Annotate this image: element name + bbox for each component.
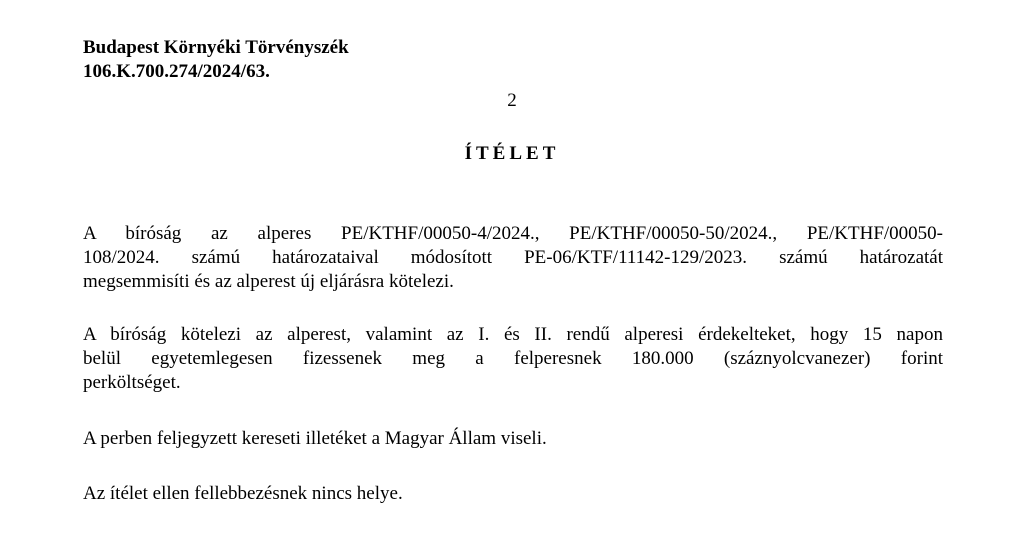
paragraph-line: megsemmisíti és az alperest új eljárásra kötelezi.	[83, 271, 454, 292]
court-name: Budapest Környéki Törvényszék	[83, 37, 349, 58]
paragraph-line: A bíróság az alperes PE/KTHF/00050-4/2024., PE/KTHF/00050-50/2024., PE/KTHF/00050-	[83, 223, 943, 244]
paragraph-line: Az ítélet ellen fellebbezésnek nincs helye.	[83, 483, 403, 504]
case-number: 106.K.700.274/2024/63.	[83, 61, 270, 82]
page-number: 2	[507, 90, 517, 111]
paragraph-costs	[83, 323, 943, 395]
paragraph-line: belül egyetemlegesen fizessenek meg a felperesnek 180.000 (száznyolcvanezer) forint	[83, 348, 943, 369]
paragraph-line: A perben feljegyzett kereseti illetéket a Magyar Állam viseli.	[83, 428, 547, 449]
paragraph-fee	[83, 427, 943, 451]
paragraph-line: perköltséget.	[83, 372, 181, 393]
paragraph-line: A bíróság kötelezi az alperest, valamint az I. és II. rendű alperesi érdekelteket, hogy 15 napon	[83, 324, 943, 345]
document-header	[83, 36, 349, 84]
paragraph-line: 108/2024. számú határozataival módosított PE-06/KTF/11142-129/2023. számú határozatát	[83, 247, 943, 268]
paragraph-ruling	[83, 222, 943, 294]
document-title: ÍTÉLET	[464, 143, 560, 164]
paragraph-appeal	[83, 482, 943, 506]
